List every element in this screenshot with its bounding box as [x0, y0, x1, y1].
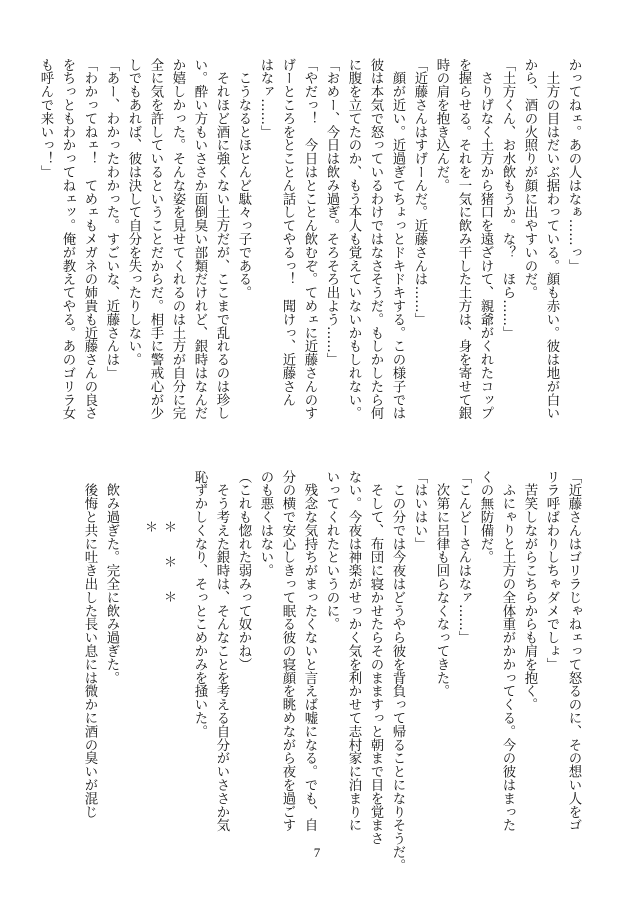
bottom-text-block	[54, 470, 584, 872]
text-line: 「わかってねェ！ てめェもメガネの姉貴も近藤さんの良さ	[82, 58, 97, 420]
text-line: 恥ずかしくなり、そっとこめかみを掻いた。	[192, 470, 207, 738]
text-line: リラ呼ばわりしちゃダメでしょ」	[544, 470, 559, 671]
text-line: 「おめー、今日は飲み過ぎ。そろそろ出よう……」	[324, 58, 339, 367]
text-line: 苦笑しながらこちらからも肩を抱く。	[522, 470, 537, 712]
text-line: いってくれたというのに。	[324, 470, 339, 631]
text-line: しでもあれば、彼は決して自分を失ったりしない。	[126, 58, 141, 367]
text-line: をちっともわかってねェッ。俺が教えてやる。あのゴリラ女	[60, 58, 75, 420]
text-line: 「やだっ！ 今日はとことん飲むぞ。てめェに近藤さんのす	[302, 58, 317, 420]
text-line: に腹を立てたのか、もう本人も覚えていないかもしれない。	[346, 58, 361, 420]
text-line: それほど酒に強くない土方だが、ここまで乱れるのは珍し	[214, 58, 229, 420]
text-line: 「こんどーさんはなァ……」	[456, 470, 471, 645]
text-line: かってねェ。あの人はなぁ……っ」	[566, 58, 581, 273]
text-line: この分では今夜はどうやら彼を背負って帰ることになりそうだ。	[390, 470, 405, 872]
text-line: 全に気を許しているということだからだ。相手に警戒心が少	[148, 58, 163, 420]
text-line: 後悔と共に吐き出した長い息には微かに酒の臭いが混じ	[82, 470, 97, 819]
text-line: 次第に呂律も回らなくなってきた。	[434, 470, 449, 698]
text-line: ない。今夜は神楽がせっかく気を利かせて志村家に泊まりに	[346, 470, 361, 832]
text-line: 彼は本気で怒っているわけではなさそうだ。もしかしたら何	[368, 58, 383, 420]
text-line: 「近藤さんはすげーんだ。近藤さんは……」	[412, 58, 427, 326]
scene-separator: ＊＊＊＊	[142, 520, 176, 625]
text-line: 残念な気持ちがまったくないと言えば嘘になる。でも、自	[302, 470, 317, 832]
text-line: 分の横で安心しきって眠る彼の寝顔を眺めながら夜を過ごす	[280, 470, 295, 832]
text-line: か嬉しかった。そんな姿を見せてくれるのは土方が自分に完	[170, 58, 185, 420]
text-line: 「土方くん、お水飲もうか。な？ ほら……」	[500, 58, 515, 340]
text-line: ふにゃりと土方の全体重がかかってくる。今の彼はまった	[500, 470, 515, 832]
text-line: げーところをとことん話してやるっ！ 聞けっ、近藤さん	[280, 58, 295, 407]
text-line: も呼んで来いっ！」	[38, 58, 53, 179]
text-line: そして、布団に寝かせたらそのまますっと朝まで目を覚まさ	[368, 470, 383, 846]
text-line: 土方の目はだいぶ据わっている。顔も赤い。彼は地が白い	[544, 58, 559, 420]
text-line: 「近藤さんはゴリラじゃねェって怒るのに、その想い人をゴ	[566, 470, 581, 832]
top-text-block	[38, 58, 584, 426]
text-line: から、酒の火照りが顔に出やすいのだ。	[522, 58, 537, 300]
text-line: 「あー、わかったわかった。すごいな、近藤さんは」	[104, 58, 119, 380]
text-line: くの無防備だ。	[478, 470, 493, 564]
text-line: （これも惚れた弱みって奴かね）	[236, 470, 251, 671]
text-line: のも悪くはない。	[258, 470, 273, 578]
text-line: さりげなく土方から猪口を遠ざけて、親爺がくれたコップ	[478, 58, 493, 420]
text-line: 「はいはい」	[412, 470, 427, 551]
text-line: はなァ……」	[258, 58, 273, 139]
text-line: 顔が近い。近過ぎてちょっとドキドキする。この様子では	[390, 58, 405, 420]
text-line: い。酔い方もいささか面倒臭い部類だけれど、銀時はなんだ	[192, 58, 207, 420]
text-line: こうなるとほとんど駄々っ子である。	[236, 58, 251, 300]
text-line: 時の肩を抱き込んだ。	[434, 58, 449, 192]
page-number: 7	[313, 845, 321, 860]
text-line: 飲み過ぎた。完全に飲み過ぎた。	[104, 470, 119, 685]
text-line: を握らせる。それを一気に飲み干した土方は、身を寄せて銀	[456, 58, 471, 420]
text-line: そう考えた銀時は、そんなことを考える自分がいささか気	[214, 470, 229, 832]
